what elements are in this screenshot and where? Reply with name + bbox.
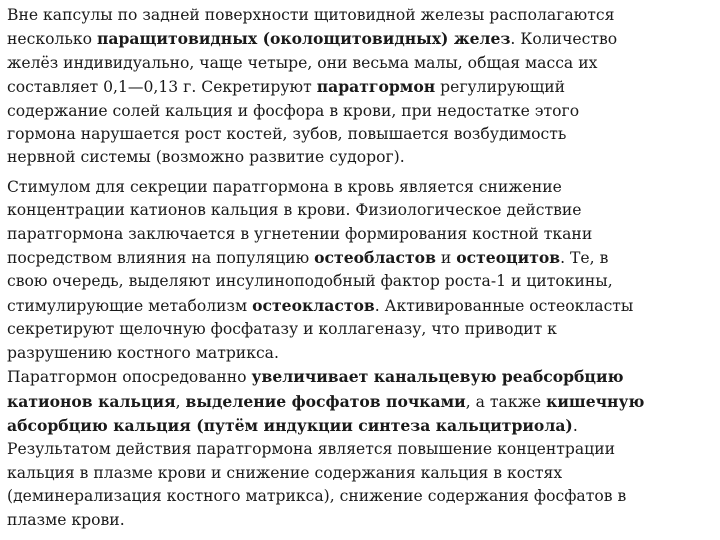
- text-run: (деминерализация костного матрикса), снижение содержания фосфатов в: [7, 487, 627, 506]
- text-run: нервной системы (возможно развитие судорог).: [7, 148, 405, 167]
- text-run: составляет 0,1—0,13 г. Секретируют: [7, 78, 317, 97]
- bold-term: кишечную: [546, 391, 645, 411]
- text-run: гормона нарушается рост костей, зубов, повышается возбудимость: [7, 125, 567, 144]
- bold-term: абсорбцию кальция (путём индукции синтеза кальцитриола): [7, 415, 573, 435]
- text-line: [7, 146, 710, 169]
- text-run: Результатом действия паратгормона является повышение концентрации: [7, 440, 615, 459]
- bold-term: увеличивает канальцевую реабсорбцию: [251, 367, 624, 387]
- text-line: [7, 223, 710, 246]
- text-run: плазме крови.: [7, 510, 125, 529]
- text-run: посредством влияния на популяцию: [7, 249, 315, 268]
- text-run: разрушению костного матрикса.: [7, 343, 279, 362]
- text-run: и: [435, 249, 457, 268]
- text-run: .: [572, 416, 578, 435]
- text-run: кальция в плазме крови и снижение содержания кальция в костях: [7, 463, 563, 482]
- text-run: стимулирующие метаболизм: [7, 296, 253, 315]
- bold-term: остеокластов: [252, 295, 375, 315]
- bold-term: выделение фосфатов почками: [185, 391, 466, 411]
- text-line: [7, 390, 710, 414]
- text-run: Стимулом для секреции паратгормона в кровь является снижение: [7, 177, 562, 196]
- text-run: желёз индивидуально, чаще четыре, они весьма малы, общая масса их: [7, 53, 598, 72]
- text-line: [7, 414, 710, 438]
- text-run: паратгормона заключается в угнетении формирования костной ткани: [7, 224, 593, 243]
- text-line: [7, 176, 710, 199]
- text-run: ,: [175, 392, 186, 411]
- text-run: регулирующий: [435, 78, 565, 97]
- text-line: [7, 4, 710, 27]
- text-line: [7, 199, 710, 222]
- text-line: [7, 462, 710, 485]
- text-run: свою очередь, выделяют инсулиноподобный фактор роста-1 и цитокины,: [7, 272, 613, 291]
- paragraph-parathyroid-glands: [7, 4, 710, 170]
- bold-term: паратгормон: [316, 77, 436, 97]
- text-line: [7, 246, 710, 270]
- text-run: . Количество: [510, 30, 618, 49]
- text-run: содержание солей кальция и фосфора в крови, при недостатке этого: [7, 101, 580, 120]
- bold-term: остеобластов: [314, 248, 436, 268]
- text-run: концентрации катионов кальция в крови. Физиологическое действие: [7, 201, 582, 220]
- text-line: [7, 438, 710, 461]
- bold-term: остеоцитов: [456, 248, 561, 268]
- text-line: [7, 100, 710, 123]
- text-run: . Те, в: [560, 249, 609, 268]
- paragraph-parathormone-action: [7, 176, 710, 532]
- text-line: [7, 365, 710, 389]
- text-line: [7, 52, 710, 75]
- text-run: Паратгормон опосредованно: [7, 368, 252, 387]
- bold-term: паращитовидных (околощитовидных) желез: [96, 29, 511, 49]
- text-line: [7, 485, 710, 508]
- text-line: [7, 270, 710, 293]
- text-run: Вне капсулы по задней поверхности щитовидной железы располагаются: [7, 6, 615, 24]
- text-line: [7, 75, 710, 99]
- text-line: [7, 509, 710, 532]
- text-run: . Активированные остеокласты: [374, 296, 634, 315]
- text-run: , а также: [465, 392, 547, 411]
- text-run: несколько: [7, 30, 97, 49]
- text-line: [7, 27, 710, 51]
- bold-term: катионов кальция: [7, 391, 176, 411]
- text-line: [7, 342, 710, 365]
- text-line: [7, 318, 710, 341]
- text-run: секретируют щелочную фосфатазу и коллагеназу, что приводит к: [7, 320, 557, 339]
- text-line: [7, 123, 710, 146]
- text-line: [7, 294, 710, 318]
